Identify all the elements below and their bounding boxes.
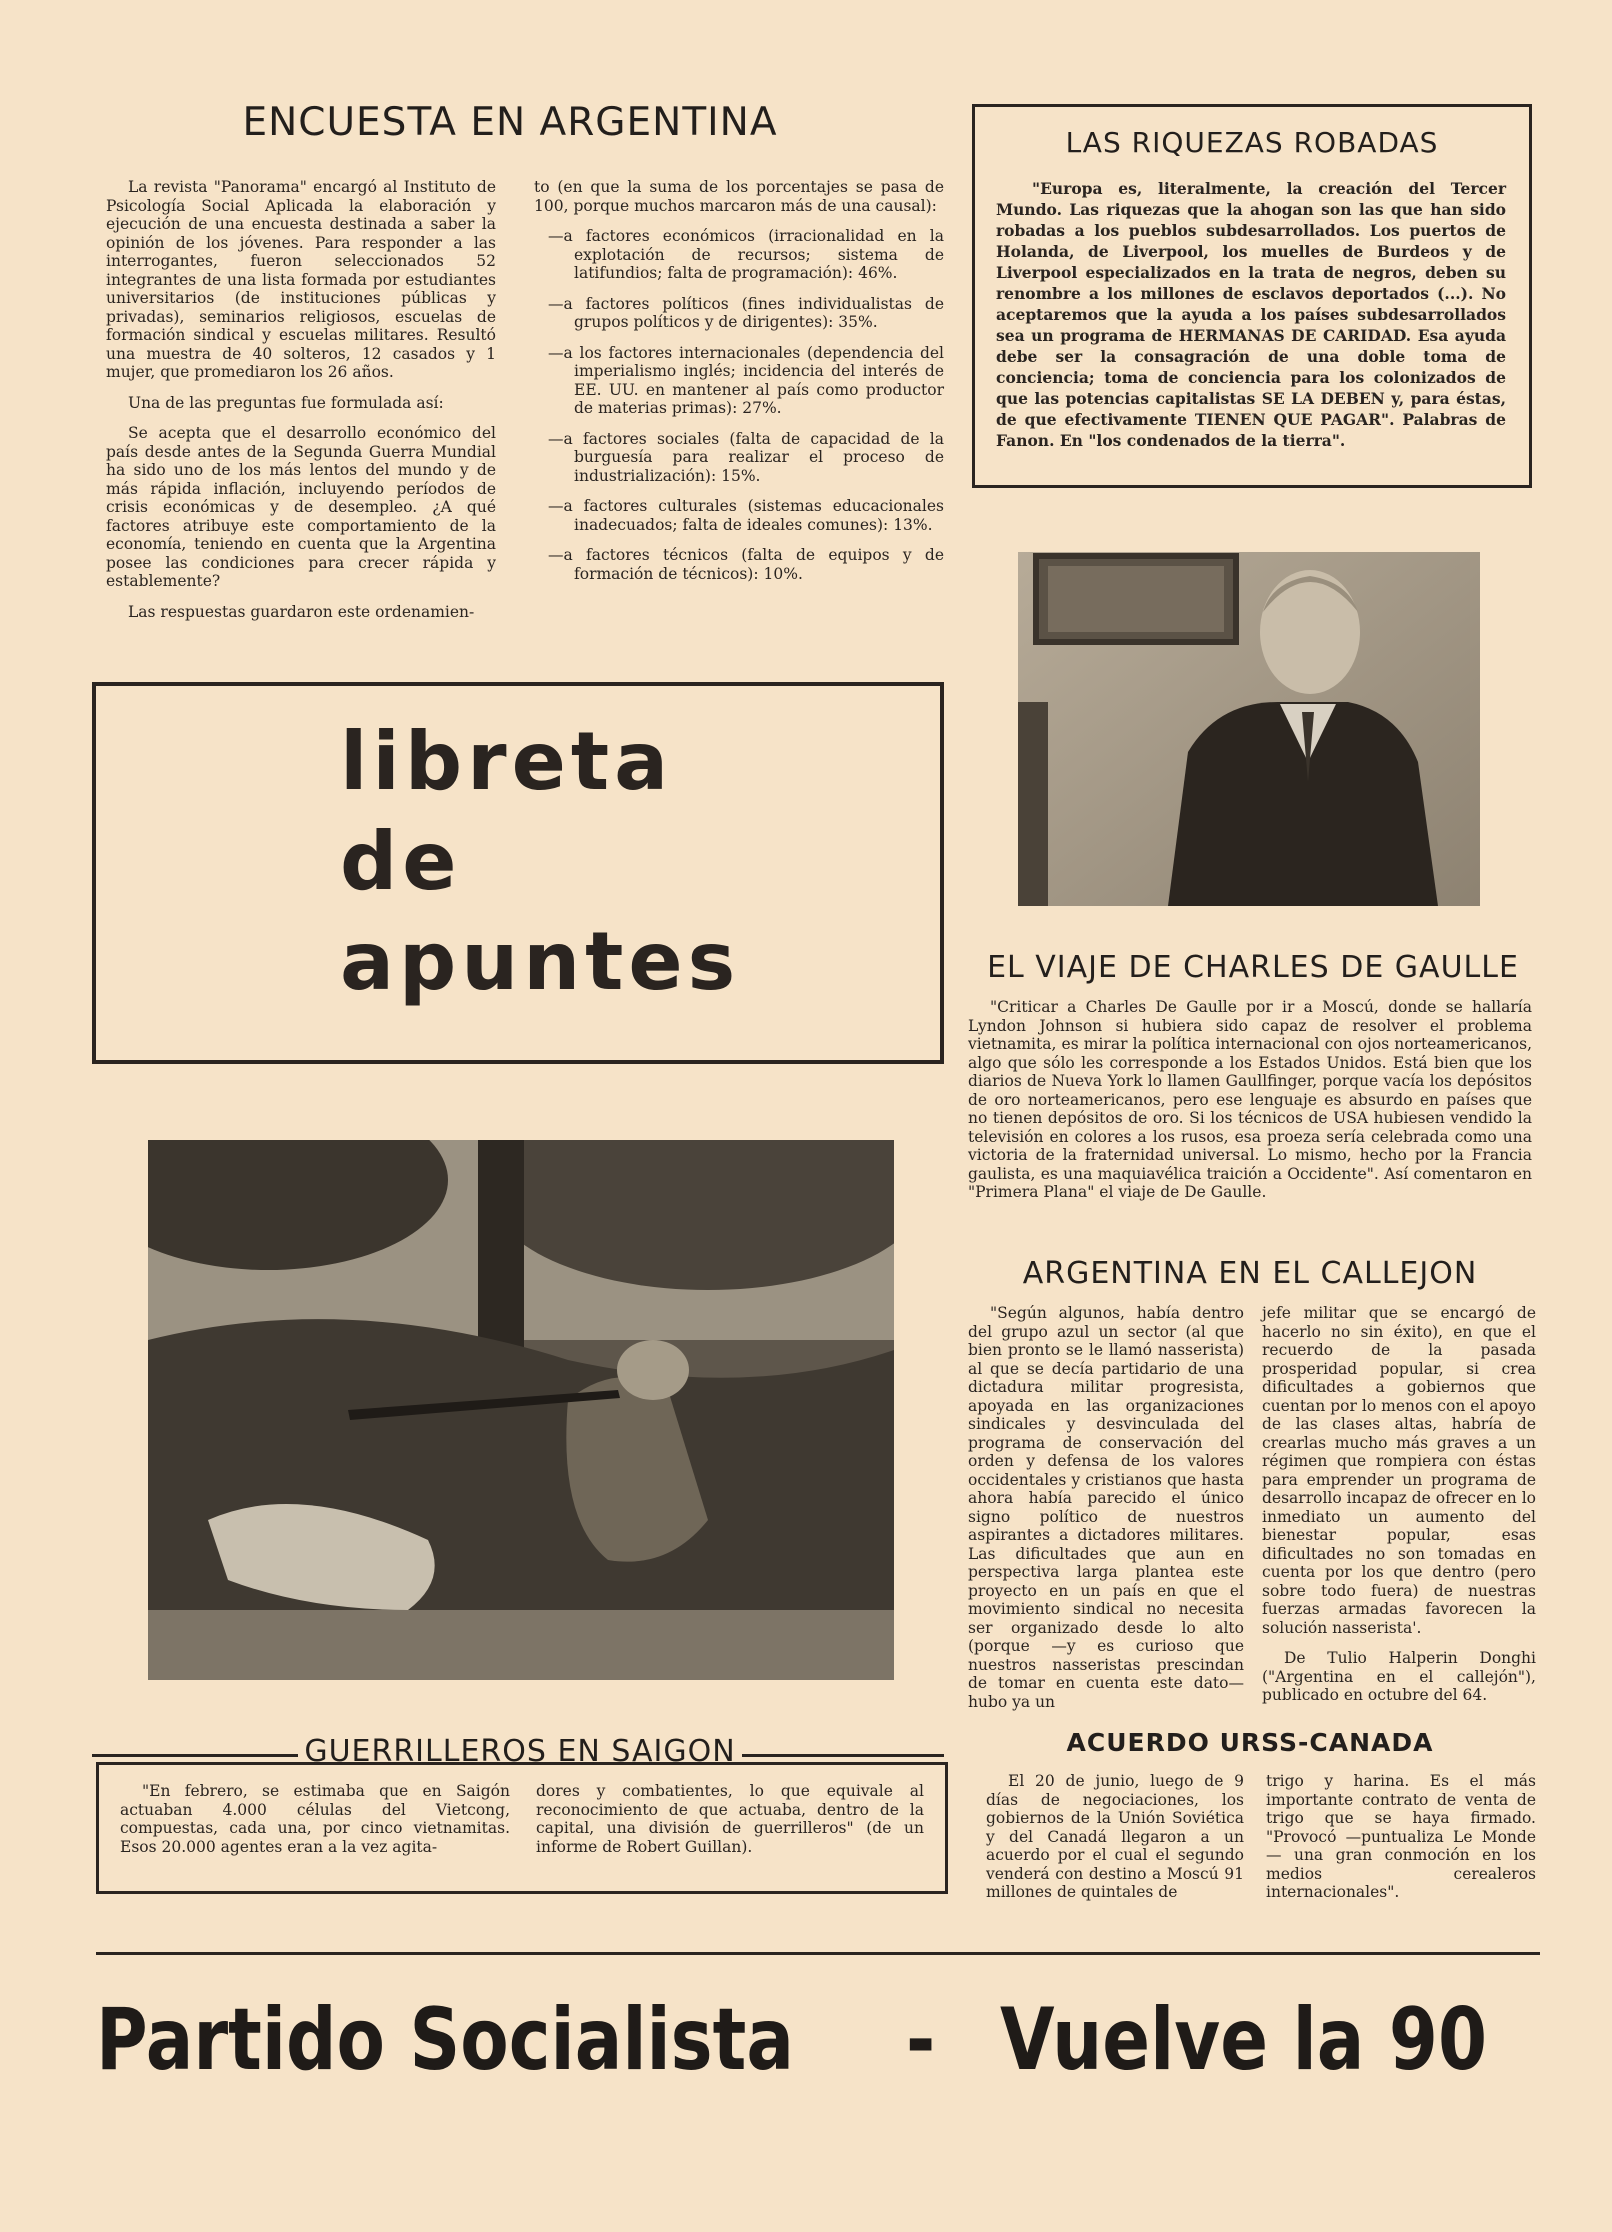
factor-item: —a factores culturales (sistemas educacionales inadecuados; falta de ideales comunes): 13%.: [548, 497, 944, 534]
encuesta-paragraph: Se acepta que el desarrollo económico del país desde antes de la Segunda Guerra Mundial ha sido uno de los más lentos del mundo y de más rápida inflación, incluyendo períodos de crisis económicas y de desempleo. ¿A qué factores atribuye este comportamiento de la economía, teniendo en cuenta que la Argentina posee las condiciones para crecer rápida y establemente?: [106, 424, 496, 590]
callejon-column-2: [1262, 1304, 1536, 1717]
footer-divider: [96, 1952, 1540, 1955]
encuesta-column-1: [106, 178, 496, 633]
degaulle-text: [968, 998, 1532, 1214]
encuesta-title: ENCUESTA EN ARGENTINA: [242, 100, 778, 145]
libreta-word-1: libreta: [340, 715, 674, 808]
libreta-word-2: de: [340, 815, 462, 908]
portrait-image: [1018, 552, 1480, 906]
acuerdo-paragraph: El 20 de junio, luego de 9 días de negociaciones, los gobiernos de la Unión Soviética y del Canadá llegaron a un acuerdo por el cual el segundo venderá con destino a Moscú 91 millones de quintales de: [986, 1772, 1244, 1901]
factor-item: —a factores económicos (irracionalidad en la explotación de recursos; sistema de latifundios; falta de programación): 46%.: [548, 227, 944, 282]
acuerdo-title: ACUERDO URSS-CANADA: [1066, 1728, 1434, 1757]
encuesta-paragraph: Las respuestas guardaron este ordenamien-: [128, 602, 475, 621]
encuesta-paragraph: Una de las preguntas fue formulada así:: [128, 393, 444, 412]
guerrilleros-column-2: [536, 1782, 924, 1868]
callejon-source: De Tulio Halperin Donghi ("Argentina en el callejón"), publicado en octubre del 64.: [1262, 1649, 1536, 1704]
degaulle-title: EL VIAJE DE CHARLES DE GAULLE: [987, 950, 1519, 985]
libreta-heading: [340, 712, 900, 1012]
riquezas-title: LAS RIQUEZAS ROBADAS: [1065, 126, 1439, 159]
degaulle-paragraph: "Criticar a Charles De Gaulle por ir a Moscú, donde se hallaría Lyndon Johnson si hubiera sido capaz de resolver el problema vietnamita, es mirar la política internacional con ojos norteamericanos, algo que sólo les corresponde a los Estados Unidos. Está bien que los diarios de Nueva York lo llamen Gaullfinger, porque vacía los depósitos de oro norteamericanos, pero ese lenguaje es absurdo en países que no tienen depósitos de oro. Si los técnicos de USA hubiesen vendido la televisión en colores a los rusos, esa proeza sería celebrada como una victoria de la fraternidad universal. Lo mismo, hecho por la Francia gaulista, es una maquiavélica traición a Occidente". Así comentaron en "Primera Plana" el viaje de De Gaulle.: [968, 998, 1532, 1201]
guerrilleros-paragraph: "En febrero, se estimaba que en Saigón actuaban 4.000 células del Vietcong, compuestas, cada una, por cinco vietnamitas. Esos 20.000 agentes eran a la vez agita-: [120, 1782, 510, 1856]
factor-item: —a factores sociales (falta de capacidad de la burguesía para realizar el proceso de industrialización): 15%.: [548, 429, 944, 485]
callejon-title: ARGENTINA EN EL CALLEJON: [1022, 1256, 1478, 1291]
guerrilleros-column-1: [120, 1782, 510, 1868]
guerrilleros-rule-right: [742, 1754, 944, 1757]
libreta-word-3: apuntes: [340, 915, 741, 1008]
encuesta-paragraph: La revista "Panorama" encargó al Instituto de Psicología Social Aplicada la elaboración y ejecución de una encuesta destinada a saber la opinión de los jóvenes. Para responder a las interrogantes, fueron seleccionados 52 integrantes de una lista formada por estudiantes universitarios (de instituciones públicas y privadas), seminarios religiosos, escuelas de formación sindical y escuelas militares. Resultó una muestra de 40 solteros, 12 casados y 1 mujer, que promediaron los 26 años.: [106, 178, 496, 381]
acuerdo-paragraph: trigo y harina. Es el más importante contrato de venta de trigo que se haya firmado. "Provocó —puntualiza Le Monde— una gran conmoción en los medios cerealeros internacionales".: [1266, 1772, 1536, 1901]
acuerdo-column-1: [986, 1772, 1244, 1914]
encuesta-column-2: [534, 178, 944, 595]
factor-item: —a factores políticos (fines individualistas de grupos políticos y de dirigentes): 35%.: [548, 294, 944, 331]
callejon-column-1: [968, 1304, 1244, 1723]
footer-slogan: Vuelve la 90: [1000, 1990, 1488, 2090]
encuesta-intro: to (en que la suma de los porcentajes se pasa de 100, porque muchos marcaron más de una causal):: [534, 178, 944, 215]
callejon-paragraph: jefe militar que se encargó de hacerlo no sin éxito), en que el recuerdo de la pasada prosperidad popular, si crea dificultades a gobiernos que cuentan por lo menos con el apoyo de las clases altas, habría de crearlas mucho más graves a un régimen que rompiera con éstas para emprender un programa de desarrollo incapaz de ofrecer en lo inmediato un aumento del bienestar popular, esas dificultades no son tomadas en cuenta por los que dentro (pero sobre todo fuera) de nuestras fuerzas armadas favorecen la solución nasserista'.: [1262, 1304, 1536, 1637]
factor-item: —a factores técnicos (falta de equipos y de formación de técnicos): 10%.: [548, 546, 944, 583]
factor-item: —a los factores internacionales (dependencia del imperialismo inglés; incidencia del interés de EE. UU. en mantener al país como productor de materias primas): 27%.: [548, 343, 944, 417]
riquezas-paragraph: "Europa es, literalmente, la creación del Tercer Mundo. Las riquezas que la ahogan son las que han sido robadas a los pueblos subdesarrollados. Los puertos de Holanda, de Liverpool, los muelles de Burdeos y de Liverpool especializados en la trata de negros, deben su renombre a los millones de esclavos deportados (...). No aceptaremos que la ayuda a los países subdesarrollados sea un programa de HERMANAS DE CARIDAD. Esa ayuda debe ser la consagración de una doble toma de conciencia; toma de conciencia para los colonizados de que las potencias capitalistas SE LA DEBEN y, para éstas, de que efectivamente TIENEN QUE PAGAR". Palabras de Fanon. En "los condenados de la tierra".: [996, 179, 1506, 450]
guerrilla-photo: [148, 1140, 894, 1680]
acuerdo-column-2: [1266, 1772, 1536, 1914]
guerrilleros-title: GUERRILLEROS EN SAIGON: [304, 1734, 736, 1769]
guerrilleros-paragraph: dores y combatientes, lo que equivale al reconocimiento de que actuaba, dentro de la capital, una división de guerrilleros" (de un informe de Robert Guillan).: [536, 1782, 924, 1856]
de-gaulle-photo: [1018, 552, 1480, 906]
guerrilla-image: [148, 1140, 894, 1680]
footer-dash: -: [906, 1990, 936, 2090]
riquezas-text: [996, 178, 1506, 451]
guerrilleros-rule-left: [92, 1754, 298, 1757]
footer-party-name: Partido Socialista: [96, 1990, 794, 2090]
callejon-paragraph: "Según algunos, había dentro del grupo azul un sector (al que bien pronto se le llamó nasserista) al que se decía partidario de una dictadura militar progresista, apoyada en las organizaciones sindicales y desvinculada del programa de conservación del orden y defensa de los valores occidentales y cristianos que hasta ahora había parecido el único signo político de nuestros aspirantes a dictadores militares. Las dificultades que aun en perspectiva larga plantea este proyecto en un país en que el movimiento sindical no necesita ser organizado desde lo alto (porque —y es curioso que nuestros nasseristas prescindan de tomar en cuenta este dato— hubo ya un: [968, 1304, 1244, 1711]
